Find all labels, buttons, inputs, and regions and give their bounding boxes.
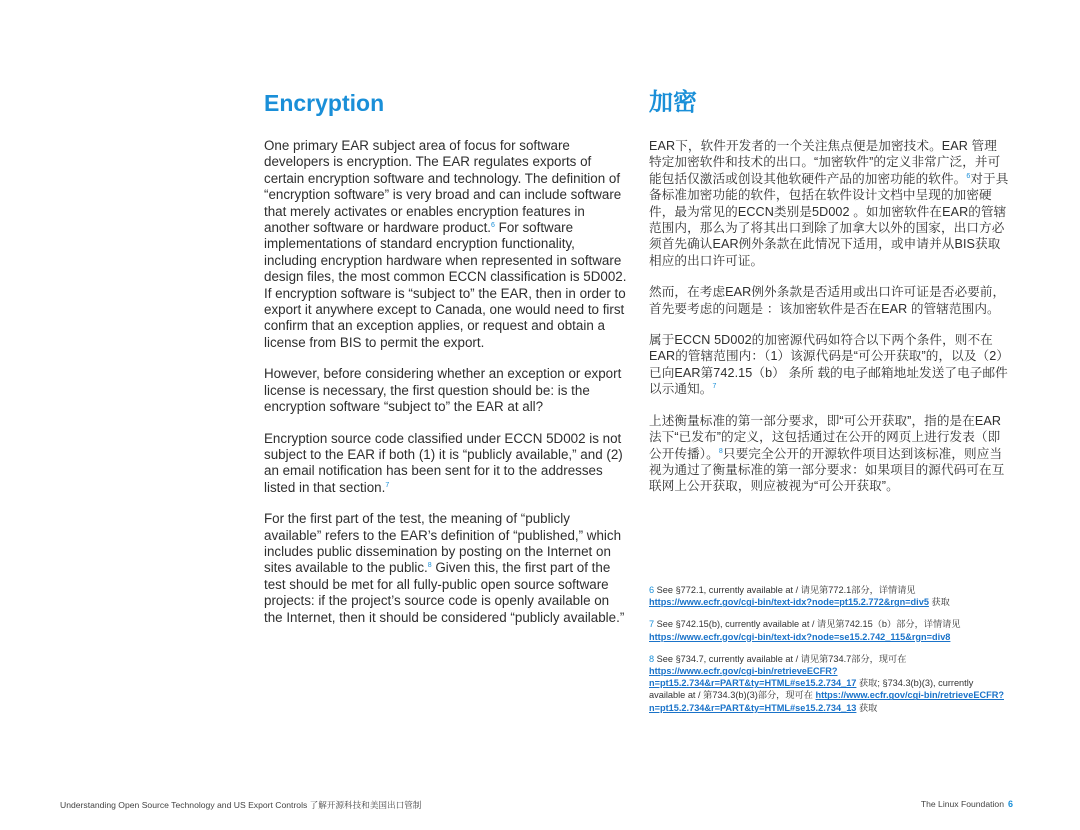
paragraph-1-english (264, 138, 629, 351)
footnote-6 (649, 584, 1011, 608)
footnote-text: See §742.15(b), currently available at / 请见第742.15（b）部分，详情请见 (654, 619, 961, 630)
paragraph-4-english (264, 511, 629, 626)
footnote-6-link[interactable]: https://www.ecfr.gov/cgi-bin/text-idx?node=pt15.2.772&rgn=div5 (649, 597, 929, 608)
footnote-ref-7[interactable]: 7 (385, 481, 390, 489)
footnote-ref-8[interactable]: 8 (718, 447, 723, 455)
paragraph-text: One primary EAR subject area of focus for software developers is encryption. The EAR regulates exports of certain encryption software and technology. The definition of “encryption software” is very broad and can include software that merely activates or enables encryption features in another software or hardware product. (264, 138, 622, 236)
footer-publisher-name: The Linux Foundation (920, 799, 1004, 809)
paragraph-text: 对于具备标准加密功能的软件，包括在软件设计文档中呈现的加密硬件，最为常见的ECCN类别是5D002 。如加密软件在EAR的管辖范围内，那么为了将其出口到除了加拿大以外的国家，出口方必须首先确认EAR例外条款在此情况下适用，或申请并从BIS获取相应的出口许可证。 (649, 171, 1009, 268)
footnote-ref-6[interactable]: 6 (966, 172, 971, 180)
page-title-english: Encryption (264, 90, 385, 116)
paragraph-text: For the first part of the test, the meaning of “publicly available” refers to the EAR’s definition of “published,” which includes public dissemination by posting on the Internet on sites available to the public. (264, 511, 622, 576)
paragraph-text: 只要完全公开的开源软件项目达到该标准，则应当视为通过了衡量标准的第一部分要求：如果项目的源代码可在互联网上公开获取，则应被视为“可公开获取”。 (649, 446, 1005, 494)
footnote-text: See §734.7, currently available at / 请见第734.7部分，现可在 (654, 653, 907, 664)
english-column (264, 88, 629, 641)
footnote-number: 7 (649, 619, 655, 630)
footnote-text: 获取 (928, 597, 950, 608)
paragraph-text: 属于ECCN 5D002的加密源代码如符合以下两个条件，则不在EAR的管辖范围内：（1）该源代码是“可公开获取”的，以及（2）已向EAR第742.15（b） 条所 载的电子邮箱地址发送了电子邮件以示通知。 (649, 333, 1008, 397)
footnote-7 (649, 618, 1011, 642)
footnote-8-link-1[interactable]: https://www.ecfr.gov/cgi-bin/retrieveECFR?n=pt15.2.734&r=PART&ty=HTML#se15.2.734_17 (649, 666, 857, 689)
paragraph-text: Encryption source code classified under ECCN 5D002 is not subject to the EAR if both (1) it is “publicly available,” and (2) an email notification has been sent for it to the addresses listed in that section. (264, 430, 623, 495)
paragraph-text: EAR下，软件开发者的一个关注焦点便是加密技术。EAR 管理特定加密软件和技术的出口。“加密软件”的定义非常广泛，并可能包括仅激活或创设其他软硬件产品的加密功能的软件。 (649, 139, 1001, 186)
paragraph-3-english (264, 431, 629, 497)
footnote-8-link-2[interactable]: https://www.ecfr.gov/cgi-bin/retrieveECFR?n=pt15.2.734&r=PART&ty=HTML#se15.2.734_13 (649, 690, 1004, 713)
page-number: 6 (1007, 799, 1013, 809)
paragraph-4-chinese (649, 413, 1009, 495)
paragraph-1-chinese (649, 138, 1009, 269)
footnote-number: 8 (649, 653, 655, 664)
paragraph-text: Given this, the first part of the test should be met for all fully-public open source software projects: if the project’s source code is openly available on the Internet, then it should be considered “publicly available.” (264, 560, 625, 625)
footnote-ref-7[interactable]: 7 (712, 383, 717, 391)
paragraph-text: For software implementations of standard encryption functionality, including encryption hardware when represented in software design files, the most common ECCN classification is 5D002. If encryption software is “subject to” the EAR, then in order to export it anywhere except to Canada, one would need to first confirm that an exception applies, or request and obtain a license from BIS to permit the export. (264, 220, 627, 350)
footnote-7-link[interactable]: https://www.ecfr.gov/cgi-bin/text-idx?node=se15.2.742_115&rgn=div8 (649, 631, 951, 642)
paragraph-text: 上述衡量标准的第一部分要求，即“可公开获取”，指的是在EAR法下“已发布”的定义，这包括通过在公开的网页上进行发表（即公开传播）。 (649, 413, 1002, 461)
footnotes (649, 584, 1011, 724)
footnote-ref-6[interactable]: 6 (491, 222, 495, 230)
page-title-chinese: 加密 (649, 89, 697, 116)
footnote-8 (649, 653, 1011, 714)
paragraph-2-english: However, before considering whether an exception or export license is necessary, the first question should be: is the encryption software “subject to” the EAR at all? (264, 366, 622, 415)
paragraph-2-chinese: 然而，在考虑EAR例外条款是否适用或出口许可证是否必要前，首先要考虑的问题是 ：该加密软件是否在EAR 的管辖范围内。 (649, 285, 1006, 316)
footer-document-title: Understanding Open Source Technology and US Export Controls 了解开源科技和美国出口管制 (60, 800, 422, 810)
footnote-text: See §772.1, currently available at / 请见第772.1部分，详情请见 (654, 585, 916, 595)
chinese-column (649, 88, 1009, 510)
paragraph-3-chinese (649, 332, 1009, 398)
footnote-text: 获取 (856, 702, 878, 713)
footnote-number: 6 (649, 585, 655, 595)
footnote-text: 获取; §734.3(b)(3), currently available at / 第734.3(b)(3)部分，现可在 (649, 678, 974, 701)
footer-publisher (921, 799, 1013, 809)
footnote-ref-8[interactable]: 8 (427, 562, 432, 570)
